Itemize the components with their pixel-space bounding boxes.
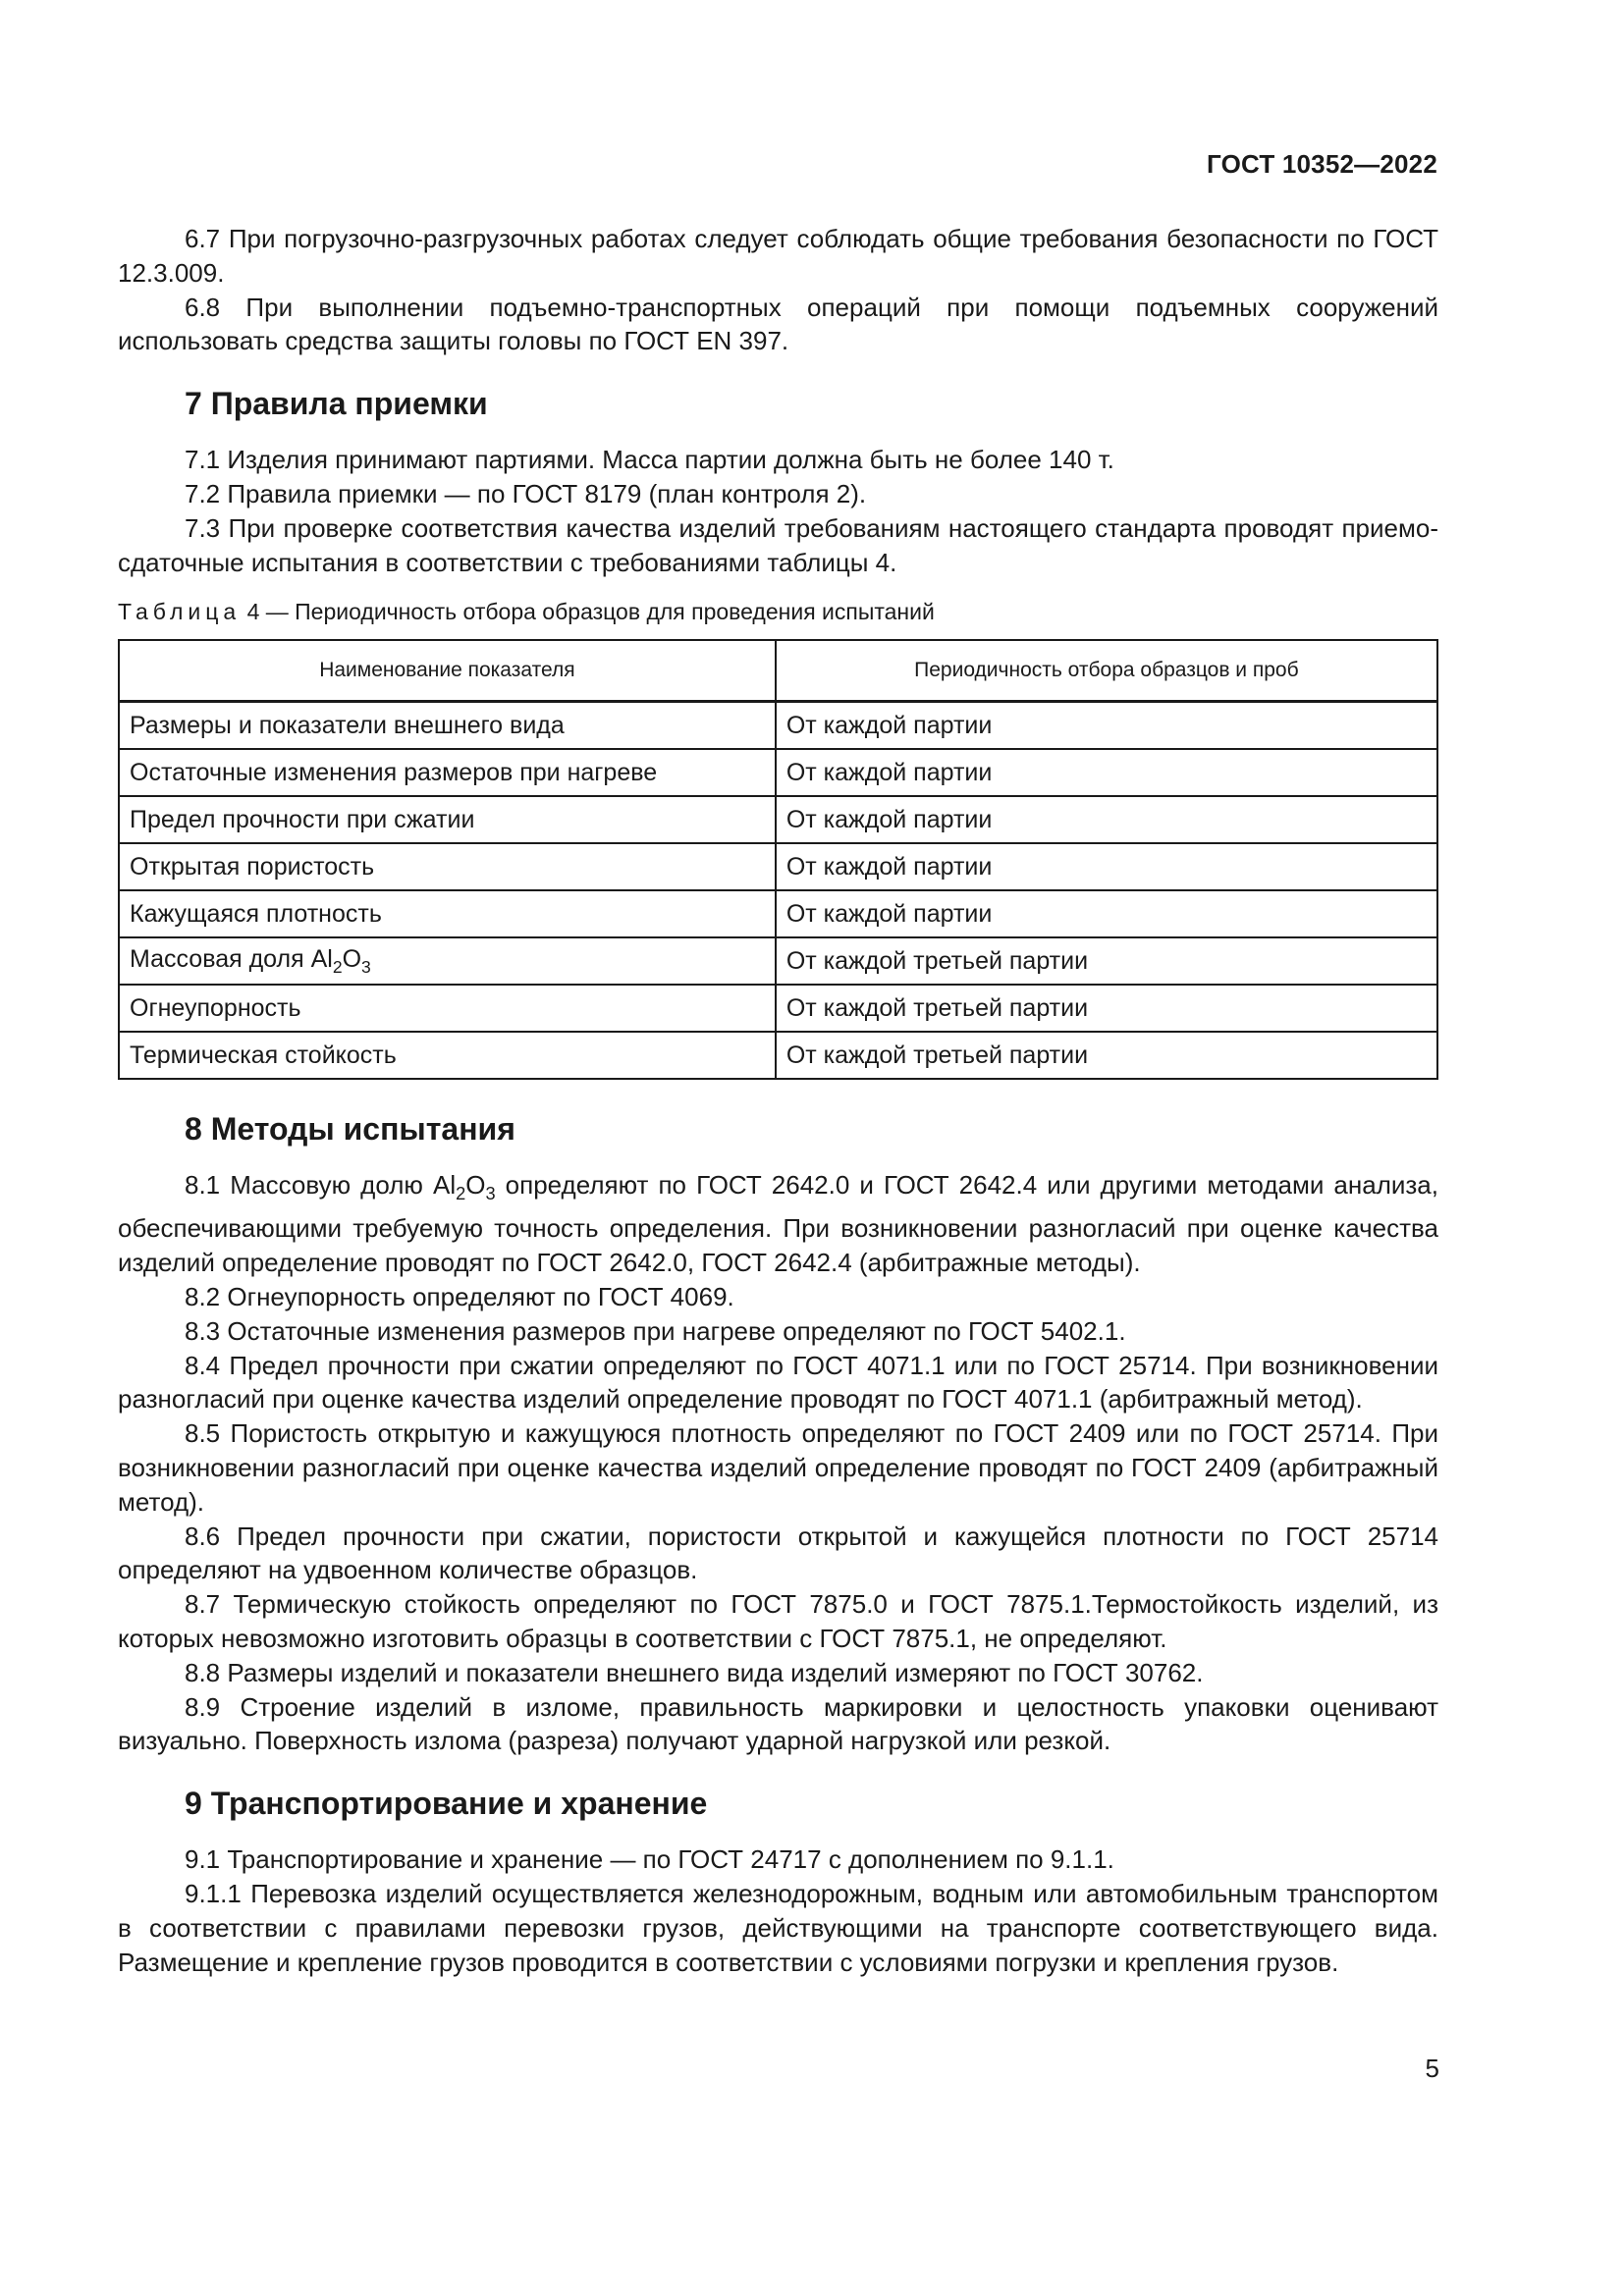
table-row	[119, 843, 1437, 890]
paragraph-8-3: 8.3 Остаточные изменения размеров при нагреве определяют по ГОСТ 5402.1.	[185, 1315, 1126, 1346]
section-7-title: 7 Правила приемки	[185, 386, 488, 422]
table-row	[119, 890, 1437, 937]
formula-prefix: Массовая доля Al	[130, 944, 333, 973]
table-row	[119, 937, 1437, 985]
paragraph-7-3: 7.3 При проверке соответствия качества изделий требованиям настоящего стандарта проводят приемо-сдаточные испытания в соответствии с требованиями таблицы 4.	[118, 512, 1438, 577]
table-cell-indicator: Кажущаяся плотность	[119, 890, 776, 937]
table-row	[119, 796, 1437, 843]
p81-end: определяют по ГОСТ 2642.0 и ГОСТ 2642.4 или другими методами анализа, обеспечивающими требуемую точность определения. При возникновении разногласий при оценке качества изделий определение проводят по ГОСТ 2642.0, ГОСТ 2642.4 (арбитражные методы).	[118, 1170, 1438, 1278]
table-row	[119, 749, 1437, 796]
paragraph-9-1: 9.1 Транспортирование и хранение — по ГОСТ 24717 с дополнением по 9.1.1.	[185, 1844, 1114, 1875]
table-row	[119, 702, 1437, 750]
paragraph-8-7: 8.7 Термическую стойкость определяют по ГОСТ 7875.0 и ГОСТ 7875.1.Термостойкость изделий, из которых невозможно изготовить образцы в соответствии с ГОСТ 7875.1, не определяют.	[118, 1589, 1438, 1653]
table-cell-indicator: Огнеупорность	[119, 985, 776, 1032]
page-content	[118, 222, 1438, 1979]
paragraph-7-2: 7.2 Правила приемки — по ГОСТ 8179 (план контроля 2).	[185, 478, 867, 508]
table-caption-text: 4 — Периодичность отбора образцов для проведения испытаний	[246, 599, 935, 625]
table-cell-frequency: От каждой партии	[776, 749, 1437, 796]
paragraph-7-1: 7.1 Изделия принимают партиями. Масса партии должна быть не более 140 т.	[185, 445, 1114, 475]
table-cell-indicator: Предел прочности при сжатии	[119, 796, 776, 843]
table-cell-frequency: От каждой третьей партии	[776, 985, 1437, 1032]
table-header-indicator: Наименование показателя	[119, 640, 776, 702]
paragraph-8-8: 8.8 Размеры изделий и показатели внешнего вида изделий измеряют по ГОСТ 30762.	[185, 1657, 1204, 1687]
formula-subscript: 3	[361, 956, 371, 977]
table-cell-frequency: От каждой партии	[776, 796, 1437, 843]
page-number: 5	[1425, 2054, 1439, 2083]
paragraph-8-6: 8.6 Предел прочности при сжатии, пористости открытой и кажущейся плотности по ГОСТ 25714 определяют на удвоенном количестве образцов.	[118, 1521, 1438, 1585]
table-4	[118, 639, 1438, 1080]
paragraph-8-4: 8.4 Предел прочности при сжатии определяют по ГОСТ 4071.1 или по ГОСТ 25714. При возникновении разногласий при оценке качества изделий определение проводят по ГОСТ 4071.1 (арбитражный метод).	[118, 1350, 1438, 1415]
paragraph-6-8: 6.8 При выполнении подъемно-транспортных операций при помощи подъемных сооружений использовать средства защиты головы по ГОСТ EN 397.	[118, 292, 1438, 356]
table-cell-indicator: Термическая стойкость	[119, 1032, 776, 1079]
paragraph-8-2: 8.2 Огнеупорность определяют по ГОСТ 4069.	[185, 1281, 734, 1311]
table-4-caption	[118, 597, 1438, 626]
paragraph-8-9: 8.9 Строение изделий в изломе, правильность маркировки и целостность упаковки оценивают визуально. Поверхность излома (разреза) получают ударной нагрузкой или резкой.	[118, 1691, 1438, 1756]
table-caption-word: Таблица	[118, 599, 242, 625]
section-9-title: 9 Транспортирование и хранение	[185, 1786, 708, 1822]
section-8-title: 8 Методы испытания	[185, 1111, 515, 1148]
paragraph-8-5: 8.5 Пористость открытую и кажущуюся плотность определяют по ГОСТ 2409 или по ГОСТ 25714. При возникновении разногласий при оценке качества изделий определение проводят по ГОСТ 2409 (арбитражный метод).	[118, 1418, 1438, 1517]
table-header-frequency: Периодичность отбора образцов и проб	[776, 640, 1437, 702]
table-cell-indicator: Остаточные изменения размеров при нагреве	[119, 749, 776, 796]
table-cell-indicator: Открытая пористость	[119, 843, 776, 890]
formula-element: O	[342, 944, 362, 973]
standard-id: ГОСТ 10352—2022	[1207, 149, 1437, 179]
table-cell-frequency: От каждой партии	[776, 890, 1437, 937]
paragraph-6-7: 6.7 При погрузочно-разгрузочных работах следует соблюдать общие требования безопасности по ГОСТ 12.3.009.	[118, 224, 1438, 288]
p81-start: 8.1 Массовую долю Al	[185, 1170, 457, 1201]
formula-subscript: 2	[332, 956, 343, 977]
table-cell-frequency: От каждой партии	[776, 843, 1437, 890]
paragraph-8-1	[118, 1168, 1438, 1280]
table-cell-indicator	[119, 937, 776, 985]
table-header-row	[119, 640, 1437, 702]
table-row	[119, 985, 1437, 1032]
formula-element: O	[465, 1170, 486, 1201]
formula-subscript: 3	[485, 1184, 496, 1204]
paragraph-9-1-1: 9.1.1 Перевозка изделий осуществляется железнодорожным, водным или автомобильным транспортом в соответствии с правилами перевозки грузов, действующими на транспорте соответствующего вида. Размещение и крепление грузов проводится в соответствии с условиями погрузки и крепления грузов.	[118, 1878, 1438, 1977]
table-cell-frequency: От каждой третьей партии	[776, 937, 1437, 985]
table-row	[119, 1032, 1437, 1079]
table-cell-frequency: От каждой третьей партии	[776, 1032, 1437, 1079]
table-cell-indicator: Размеры и показатели внешнего вида	[119, 702, 776, 750]
formula-subscript: 2	[456, 1184, 466, 1204]
table-cell-frequency: От каждой партии	[776, 702, 1437, 750]
